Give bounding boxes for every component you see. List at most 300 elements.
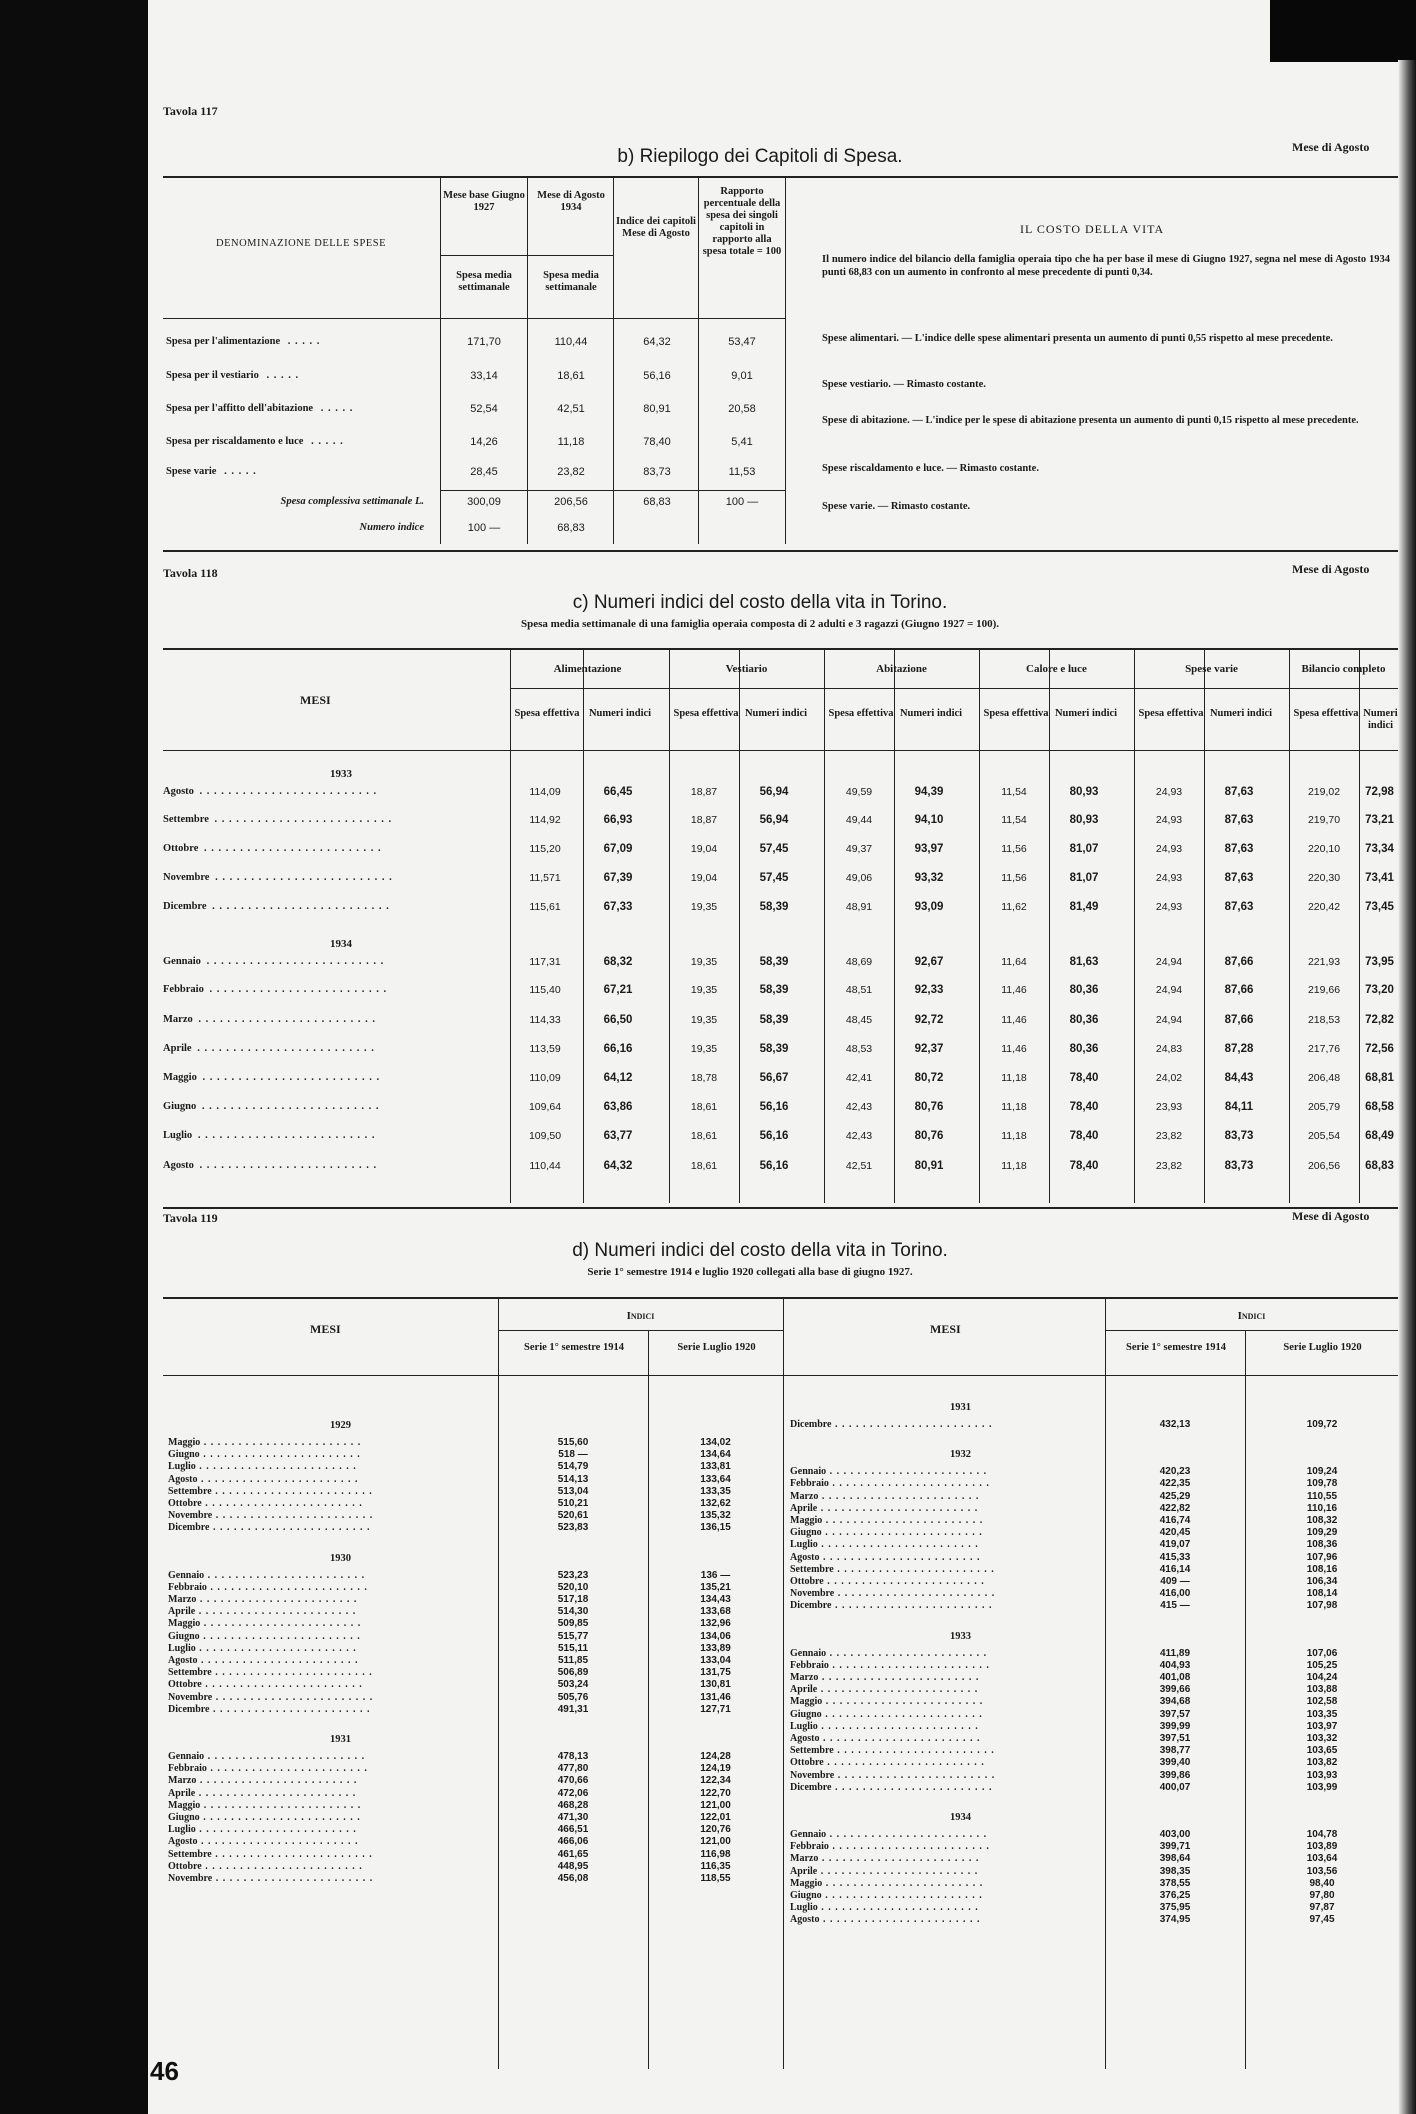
vrule [739,650,740,1203]
sub-header-indici: Numeri indici [588,708,652,719]
vrule [785,178,786,544]
index-value: 422,35 [1159,1478,1191,1490]
cell-value: 73,21 [1365,814,1394,826]
index-value: 398,64 [1159,1853,1191,1865]
group-header: Bilancio completo [1301,663,1386,675]
spese-row-label: Spesa per l'alimentazione . . . . . [166,336,321,347]
index-value: 133,35 [700,1485,731,1497]
sub-header-spesa: Spesa effettiva [983,708,1049,719]
year-label: 1934 [330,938,352,950]
month-label: Giugno . . . . . . . . . . . . . . . . . . . . . . . . . [163,1101,380,1112]
leader-dots: . . . . . . . . . . . . . . . . . . . . . . . . . [202,956,385,967]
group-header: Alimentazione [553,663,622,675]
month-label: Ottobre . . . . . . . . . . . . . . . . . . . . . . . [790,1576,985,1587]
month-label: Aprile . . . . . . . . . . . . . . . . . . . . . . . [168,1606,357,1618]
index-value: 134,06 [700,1630,731,1642]
cell-value: 24,93 [1155,901,1183,913]
index-value: 109,24 [1306,1466,1338,1478]
spese-row-label: Spesa per il vestiario . . . . . [166,370,300,381]
month-label: Agosto . . . . . . . . . . . . . . . . . . . . . . . . . [163,1160,378,1171]
serie-header: Serie Luglio 1920 [1283,1342,1362,1353]
month-label: Gennaio . . . . . . . . . . . . . . . . . . . . . . . [168,1751,366,1762]
index-value: 132,96 [700,1618,731,1630]
cell-value: 11,18 [1001,1130,1027,1142]
leader-dots: . . . . . . . . . . . . . . . . . . . . . . . [822,1515,984,1526]
index-value: 478,13 [557,1751,589,1762]
cell-value: 18,78 [690,1072,718,1084]
cell-value: 66,45 [603,786,633,798]
cell-value: 49,06 [845,872,873,884]
month-label: Maggio . . . . . . . . . . . . . . . . . . . . . . . [168,1799,362,1811]
year-label: 1934 [950,1812,971,1823]
month-label: Giugno . . . . . . . . . . . . . . . . . . . . . . . [168,1630,361,1642]
month-label: Agosto . . . . . . . . . . . . . . . . . . . . . . . [168,1836,359,1848]
rule [440,255,613,256]
leader-dots: . . . . . . . . . . . . . . . . . . . . . . . [833,1563,995,1575]
sub-header-spesa: Spesa effettiva [673,708,739,719]
vrule [510,650,511,1203]
spese-row-label: Spesa per l'affitto dell'abitazione . . . . . [166,403,354,414]
spese-value: 5,41 [731,436,753,448]
index-value: 399,40 [1159,1757,1191,1769]
cell-value: 58,39 [759,1043,789,1055]
spese-row-label: Spesa complessiva settimanale L. [280,496,424,507]
index-value: 121,00 [700,1799,731,1811]
index-value: 97,80 [1309,1890,1335,1901]
serie-header: Serie Luglio 1920 [677,1342,756,1353]
sub-header-spesa: Spesa effettiva [1138,708,1204,719]
leader-dots: . . . . . . . . . . . . . . . . . . . . . . . [817,1720,979,1732]
vrule [783,1299,784,2069]
index-value: 425,29 [1159,1490,1191,1502]
leader-dots: . . . . . . . . . . . . . . . . . . . . . . . . . [200,843,382,854]
index-value: 399,86 [1159,1769,1191,1781]
cell-value: 81,49 [1069,901,1099,913]
index-value: 374,95 [1159,1914,1191,1926]
index-value: 103,32 [1306,1733,1338,1744]
index-value: 124,19 [700,1763,731,1775]
month-label: Febbraio . . . . . . . . . . . . . . . . . . . . . . . . . [163,984,388,995]
cell-value: 63,77 [603,1130,633,1142]
cell-value: 87,63 [1224,872,1254,884]
leader-dots: . . . . . . . . . . . . . . . . . . . . . . . [828,1841,990,1853]
spese-value: 53,47 [728,336,756,348]
index-value: 107,96 [1306,1551,1338,1563]
cell-value: 19,35 [690,1014,718,1026]
leader-dots: . . . . . . . . . . . . . . . . . . . . . . . . . [195,786,378,797]
month-label: Dicembre . . . . . . . . . . . . . . . . . . . . . . . [790,1600,993,1612]
month-label: Luglio . . . . . . . . . . . . . . . . . . . . . . . . . [163,1130,376,1141]
cell-value: 87,63 [1224,786,1254,798]
leader-dots: . . . . . . . . . . . . . . . . . . . . . . . [197,1655,359,1666]
cell-value: 218,53 [1307,1014,1341,1026]
month-label: Luglio . . . . . . . . . . . . . . . . . . . . . . . [790,1902,979,1914]
cell-value: 206,56 [1307,1160,1341,1172]
cell-value: 11,571 [529,872,561,884]
cell-value: 18,61 [690,1101,718,1113]
index-value: 398,35 [1159,1865,1191,1877]
spese-row-label: Spese varie . . . . . [166,466,257,477]
leader-dots: . . . . . . . . . . . . . . . . . . . . . . . [199,1449,361,1461]
leader-dots: . . . . . . . . . . . . . . . . . . . . . . . [206,1763,368,1775]
month-label: Settembre . . . . . . . . . . . . . . . . . . . . . . . [168,1848,373,1860]
index-value: 134,02 [700,1437,731,1448]
spese-value: 18,61 [557,370,585,382]
cell-value: 64,12 [603,1072,633,1084]
rule [163,750,1398,751]
spese-value: 300,09 [467,496,501,508]
index-value: 503,24 [557,1679,589,1691]
index-value: 456,08 [557,1873,589,1884]
cell-value: 78,40 [1069,1160,1099,1172]
spese-value: 56,16 [643,370,671,382]
cell-value: 115,40 [529,984,561,996]
indici-header: Indici [626,1310,655,1322]
index-value: 108,14 [1306,1588,1338,1600]
spese-value: 9,01 [731,370,753,382]
month-label: Agosto . . . . . . . . . . . . . . . . . . . . . . . [790,1914,981,1926]
col-agosto1934-header: Mese di Agosto 1934 [537,190,605,213]
index-value: 523,23 [557,1569,589,1581]
cell-value: 11,46 [1001,1014,1027,1026]
leader-dots: . . . . . . . . . . . . . . . . . . . . . . . [206,1581,368,1593]
index-value: 103,89 [1306,1841,1338,1853]
leader-dots: . . . . . . . . . . . . . . . . . . . . . . . [822,1696,984,1708]
leader-dots: . . . . . . . . . . . . . . . . . . . . . . . [197,1473,359,1485]
month-label: Dicembre . . . . . . . . . . . . . . . . . . . . . . . [790,1781,993,1793]
spese-row-label: Spesa per riscaldamento e luce . . . . . [166,436,344,447]
index-value: 122,34 [700,1775,731,1787]
cell-value: 18,87 [690,786,718,798]
cell-value: 80,36 [1069,1014,1099,1026]
leader-dots: . . . . . . . . . . . . . . . . . . . . . . . [211,1848,373,1860]
group-header: Abitazione [876,663,927,675]
cell-value: 92,37 [914,1043,944,1055]
leader-dots: . . . . . . . . . . . . . . . . . . . . . . . [204,1751,366,1762]
rule [163,1375,1398,1376]
index-value: 515,60 [557,1437,589,1448]
leader-dots: . . . . . . . . . . . . . . . . . . . . . . . [821,1708,983,1720]
leader-dots: . . . . . . . . . . . . . . . . . . . . . . . [818,1672,980,1683]
cell-value: 80,93 [1069,786,1099,798]
vrule [1049,650,1050,1203]
month-label: Luglio . . . . . . . . . . . . . . . . . . . . . . . [168,1824,357,1836]
month-label: Marzo . . . . . . . . . . . . . . . . . . . . . . . [790,1490,980,1502]
month-label: Agosto . . . . . . . . . . . . . . . . . . . . . . . [790,1551,981,1563]
sub-header-indici: Numeri indici [1363,708,1398,731]
month-label: Dicembre . . . . . . . . . . . . . . . . . . . . . . . [168,1522,371,1534]
index-value: 399,71 [1159,1841,1191,1853]
month-label: Ottobre . . . . . . . . . . . . . . . . . . . . . . . [168,1860,363,1872]
denominazione-header: DENOMINAZIONE DELLE SPESE [216,238,386,249]
cell-value: 56,16 [759,1160,789,1172]
vrule [1204,650,1205,1203]
month-label: Ottobre . . . . . . . . . . . . . . . . . . . . . . . [168,1679,363,1691]
index-value: 132,62 [700,1498,731,1509]
index-value: 470,66 [557,1775,589,1787]
month-label: Giugno . . . . . . . . . . . . . . . . . . . . . . . [168,1449,361,1461]
sub-header-spesa: Spesa effettiva [828,708,894,719]
costo-vita-intro: Il numero indice del bilancio della famiglia operaia tipo che ha per base il mese di Giugno 1927, segna nel mese di Agosto 1934 punti 68,83 con un aumento in confronto al mese precedente di punti 0,34. [822,254,1390,278]
month-label: Aprile . . . . . . . . . . . . . . . . . . . . . . . . . [163,1043,375,1054]
cell-value: 18,61 [690,1160,718,1172]
index-value: 466,51 [557,1824,589,1836]
leader-dots: . . . . . . . . . . . . . . . . . . . . . . . [817,1539,979,1551]
cell-value: 80,36 [1069,984,1099,996]
costo-vita-item: Spese varie. — Rimasto costante. [822,501,971,512]
rule [498,1330,783,1331]
year-label: 1931 [950,1402,971,1413]
spese-value: 11,53 [728,466,756,478]
index-value: 107,98 [1306,1600,1338,1612]
cell-value: 81,07 [1069,843,1099,855]
sub-header-indici: Numeri indici [899,708,963,719]
cell-value: 109,50 [528,1130,562,1142]
cell-value: 87,63 [1224,814,1254,826]
index-value: 103,82 [1306,1757,1338,1769]
month-label: Ottobre . . . . . . . . . . . . . . . . . . . . . . . [790,1757,985,1769]
cell-value: 80,72 [914,1072,944,1084]
index-value: 505,76 [557,1691,589,1703]
leader-dots: . . . . . . . . . . . . . . . . . . . . . . . . . [210,814,393,825]
index-value: 523,83 [557,1522,589,1534]
cell-value: 18,61 [690,1130,718,1142]
costo-vita-item: Spese alimentari. — L'indice delle spese alimentari presenta un aumento di punti 0,55 rispetto al mese precedente. [822,333,1333,344]
cell-value: 67,09 [603,843,633,855]
index-value: 468,28 [557,1799,589,1811]
month-label: Febbraio . . . . . . . . . . . . . . . . . . . . . . . [790,1841,990,1853]
month-label: Aprile . . . . . . . . . . . . . . . . . . . . . . . [790,1865,979,1877]
serie-header: Serie 1° semestre 1914 [524,1342,624,1353]
cell-value: 67,21 [603,984,633,996]
cell-value: 56,94 [759,786,789,798]
month-label: Novembre . . . . . . . . . . . . . . . . . . . . . . . [168,1873,374,1884]
month-label: Marzo . . . . . . . . . . . . . . . . . . . . . . . [168,1594,358,1605]
group-header: Vestiario [725,663,768,675]
leader-dots: . . . . . . . . . . . . . . . . . . . . . . . [195,1461,357,1473]
spese-value: 52,54 [470,403,498,415]
index-value: 511,85 [557,1655,589,1666]
leader-dots: . . . . . . . . . . . . . . . . . . . . . . . [819,1914,981,1926]
cell-value: 58,39 [759,901,789,913]
cell-value: 83,73 [1224,1130,1254,1142]
cell-value: 87,28 [1224,1043,1254,1055]
leader-dots: . . . . . . . . . . . . . . . . . . . . . . . . . [208,901,390,912]
index-value: 104,24 [1306,1672,1338,1683]
cell-value: 24,93 [1155,843,1183,855]
index-value: 514,79 [557,1461,589,1473]
leader-dots: . . . . . . . . . . . . . . . . . . . . . . . [196,1594,358,1605]
month-label: Novembre . . . . . . . . . . . . . . . . . . . . . . . [790,1769,996,1781]
month-label: Agosto . . . . . . . . . . . . . . . . . . . . . . . [168,1655,359,1666]
month-label: Luglio . . . . . . . . . . . . . . . . . . . . . . . [168,1642,357,1654]
index-value: 415,33 [1159,1551,1191,1563]
cell-value: 11,64 [1001,956,1027,968]
index-value: 98,40 [1309,1877,1335,1889]
cell-value: 220,30 [1307,872,1341,884]
month-label: Febbraio . . . . . . . . . . . . . . . . . . . . . . . [168,1581,368,1593]
cell-value: 92,67 [914,956,944,968]
month-label: Marzo . . . . . . . . . . . . . . . . . . . . . . . [790,1853,980,1865]
vrule [1245,1330,1246,2069]
index-value: 432,13 [1159,1419,1191,1430]
month-label: Novembre . . . . . . . . . . . . . . . . . . . . . . . . . [163,872,393,883]
month-label: Gennaio . . . . . . . . . . . . . . . . . . . . . . . . . [163,956,385,967]
leader-dots: . . . . . . . . . . . . . . . . . . . . . . . . . [205,984,388,995]
leader-dots: . . . . . . . . . . . . . . . . . . . . . . . [209,1522,371,1534]
year-label: 1932 [950,1449,971,1461]
cell-value: 87,63 [1224,843,1254,855]
index-value: 103,35 [1306,1708,1338,1720]
cell-value: 24,94 [1155,956,1183,968]
cell-value: 84,43 [1224,1072,1254,1084]
leader-dots: . . . . . . . . . . . . . . . . . . . . . . . [828,1478,990,1490]
spese-value: 20,58 [728,403,756,415]
cell-value: 72,82 [1365,1014,1394,1026]
cell-value: 114,33 [529,1014,561,1026]
spese-value: 42,51 [557,403,585,415]
index-value: 118,55 [700,1873,731,1884]
leader-dots: . . . . . . . . . . . . . . . . . . . . . . . [822,1877,984,1889]
cell-value: 68,58 [1365,1101,1394,1113]
leader-dots: . . . . . . . . . . . . . . . . . . . . . . . [201,1679,363,1691]
leader-dots: . . . . . . . . . . . . . . . . . . . . . . . [831,1419,993,1430]
cell-value: 66,16 [603,1043,633,1055]
cell-value: 93,32 [914,872,944,884]
vrule [1289,650,1290,1203]
cell-value: 23,93 [1155,1101,1183,1113]
index-value: 108,16 [1306,1563,1338,1575]
month-label: Marzo . . . . . . . . . . . . . . . . . . . . . . . [790,1672,980,1683]
sub-header-indici: Numeri indici [1209,708,1273,719]
index-value: 116,35 [700,1860,731,1872]
index-value: 515,77 [557,1630,589,1642]
tavola-119-month: Mese di Agosto [1292,1209,1370,1223]
leader-dots: . . . . . . . . . . . . . . . . . . . . . . . [195,1606,357,1618]
leader-dots: . . . . . . . . . . . . . . . . . . . . . . . [212,1873,374,1884]
spese-value: 14,26 [470,436,498,448]
vrule [979,650,980,1203]
cell-value: 217,76 [1307,1043,1341,1055]
month-label: Maggio . . . . . . . . . . . . . . . . . . . . . . . [168,1618,362,1630]
month-label: Ottobre . . . . . . . . . . . . . . . . . . . . . . . . . [163,843,382,854]
month-label: Febbraio . . . . . . . . . . . . . . . . . . . . . . . [790,1659,990,1671]
page-number: 46 [150,2056,179,2086]
index-value: 97,45 [1309,1914,1335,1926]
mesi-header: MESI [930,1322,961,1336]
cell-value: 68,83 [1365,1160,1394,1172]
cell-value: 73,41 [1365,872,1394,884]
cell-value: 67,39 [603,872,633,884]
month-label: Aprile . . . . . . . . . . . . . . . . . . . . . . . [790,1684,979,1696]
index-value: 108,32 [1306,1515,1338,1526]
sub-header-spesa: Spesa effettiva [1293,708,1359,719]
tavola-118-subtitle: Spesa media settimanale di una famiglia operaia composta di 2 adulti e 3 ragazzi (Giugno 1927 = 100). [520,618,1000,630]
index-value: 133,64 [700,1473,731,1485]
leader-dots: . . . . . . . . . . . . . . . . . . . . . . . [819,1733,981,1744]
leader-dots: . . . . . . . . . . . . . . . . . . . . . . . [209,1703,371,1715]
cell-value: 64,32 [603,1160,633,1172]
cell-value: 87,66 [1224,1014,1254,1026]
index-value: 103,88 [1306,1684,1338,1696]
month-label: Novembre . . . . . . . . . . . . . . . . . . . . . . . [168,1691,374,1703]
month-label: Ottobre . . . . . . . . . . . . . . . . . . . . . . . [168,1498,363,1509]
index-value: 397,51 [1159,1733,1191,1744]
leader-dots: . . . . . . . . . . . . . . . . . . . . . . . [817,1684,979,1696]
month-label: Febbraio . . . . . . . . . . . . . . . . . . . . . . . [790,1478,990,1490]
cell-value: 219,66 [1307,984,1341,996]
index-value: 134,43 [700,1594,731,1605]
cell-value: 68,32 [603,956,633,968]
spese-value: 171,70 [467,336,501,348]
index-value: 134,64 [700,1449,731,1461]
leader-dots: . . . . . . . . . . . . . . . . . . . . . . . [201,1498,363,1509]
rule [163,318,785,319]
cell-value: 66,93 [603,814,633,826]
index-value: 401,08 [1159,1672,1191,1683]
rule [440,490,785,491]
index-value: 461,65 [557,1848,589,1860]
index-value: 398,77 [1159,1745,1191,1757]
cell-value: 24,93 [1155,872,1183,884]
index-value: 105,25 [1306,1659,1338,1671]
cell-value: 94,39 [914,786,944,798]
spese-value: 100 — [467,522,501,534]
leader-dots: . . . . . [317,403,354,414]
index-value: 109,29 [1306,1527,1338,1539]
costo-vita-item: Spese riscaldamento e luce. — Rimasto costante. [822,463,1039,474]
leader-dots: . . . . . . . . . . . . . . . . . . . . . . . [826,1647,988,1659]
rule [163,648,1398,650]
leader-dots: . . . . . [284,336,321,347]
index-value: 122,70 [700,1787,731,1799]
leader-dots: . . . . . . . . . . . . . . . . . . . . . . . . . [193,1043,375,1054]
month-label: Maggio . . . . . . . . . . . . . . . . . . . . . . . [790,1877,984,1889]
cell-value: 83,73 [1224,1160,1254,1172]
year-label: 1933 [950,1630,971,1642]
cell-value: 11,62 [1001,901,1027,913]
index-value: 131,75 [700,1667,731,1679]
leader-dots: . . . . . . . . . . . . . . . . . . . . . . . [195,1787,357,1799]
spese-value: 68,83 [557,522,585,534]
index-value: 448,95 [557,1860,589,1872]
cell-value: 80,93 [1069,814,1099,826]
index-value: 416,74 [1159,1515,1191,1526]
cell-value: 68,81 [1365,1072,1394,1084]
index-value: 131,46 [700,1691,731,1703]
leader-dots: . . . . . . . . . . . . . . . . . . . . . . . [211,1667,373,1679]
spese-value: 68,83 [643,496,671,508]
month-label: Giugno . . . . . . . . . . . . . . . . . . . . . . . [790,1890,983,1901]
cell-value: 19,04 [690,872,718,884]
index-value: 104,78 [1306,1829,1338,1840]
rule [163,550,1398,552]
month-label: Aprile . . . . . . . . . . . . . . . . . . . . . . . [790,1502,979,1514]
leader-dots: . . . . . . . . . . . . . . . . . . . . . . . [817,1502,979,1514]
sub-header-indici: Numeri indici [1054,708,1118,719]
index-value: 514,30 [557,1606,589,1618]
index-value: 416,00 [1159,1588,1191,1600]
rule [163,1297,1398,1299]
leader-dots: . . . . . . . . . . . . . . . . . . . . . . . [823,1576,985,1587]
cell-value: 24,94 [1155,984,1183,996]
col-spesa-media-2-header: Spesa media settimanale [543,270,599,293]
leader-dots: . . . . . . . . . . . . . . . . . . . . . . . [823,1757,985,1769]
index-value: 397,57 [1159,1708,1191,1720]
month-label: Dicembre . . . . . . . . . . . . . . . . . . . . . . . . . [163,901,390,912]
index-value: 376,25 [1159,1890,1191,1901]
col-rapporto-header: Rapporto percentuale della spesa dei singoli capitoli in rapporto alla spesa totale = 100 [702,186,782,257]
